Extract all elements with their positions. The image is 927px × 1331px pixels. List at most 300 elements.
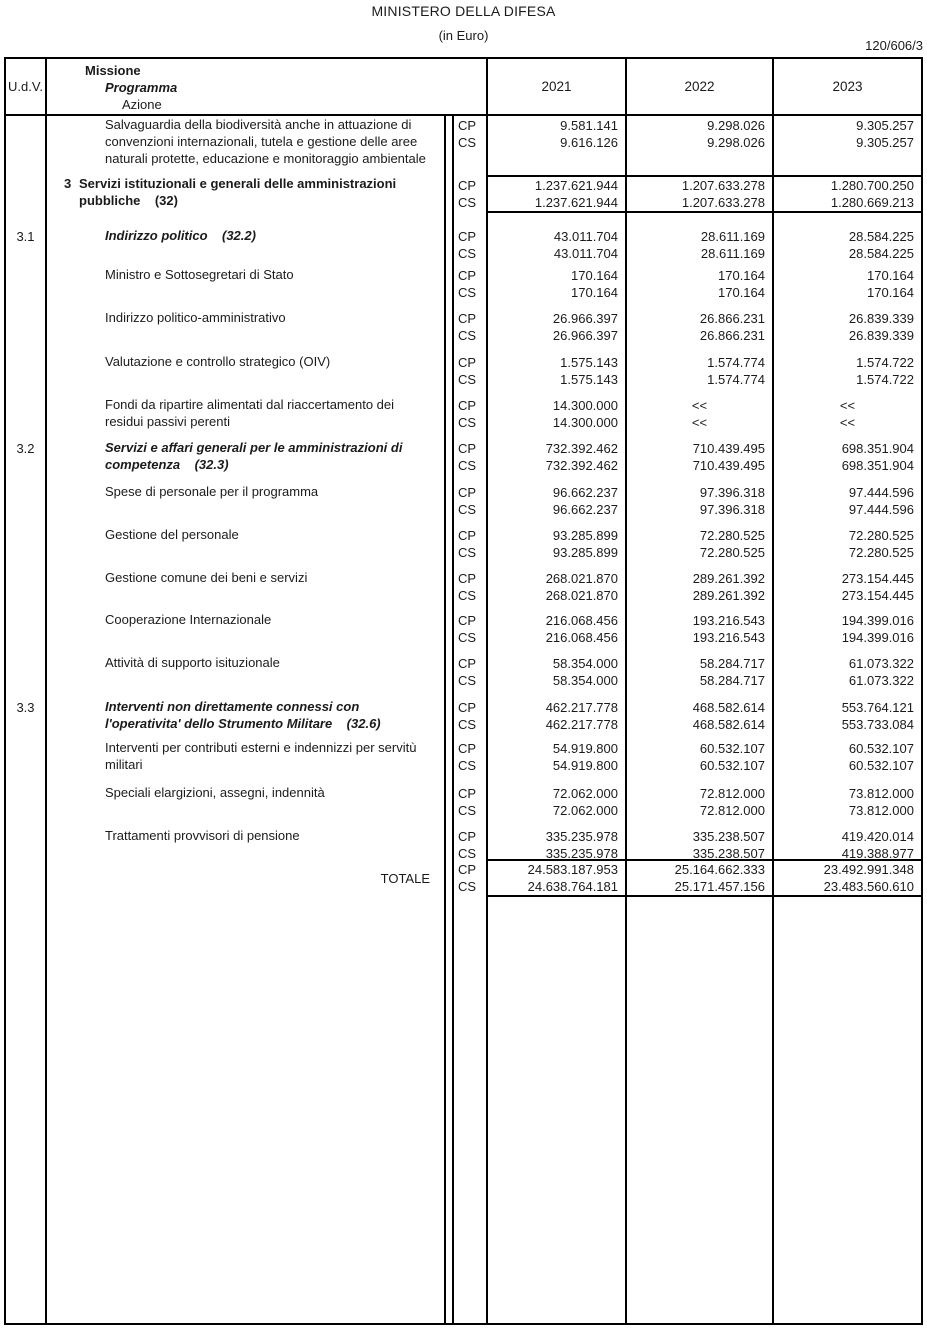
udv-cell [6,698,47,739]
cp-value: 468.582.614 [692,700,765,715]
cs-value: 419.388.977 [841,846,914,861]
cp-cs-cell [452,116,488,175]
value-cell-2021 [488,784,627,827]
table-row [6,827,921,859]
cp-value: 553.764.121 [841,700,914,715]
cp-value: 698.351.904 [841,441,914,456]
cp-label: CP [458,656,477,671]
cp-cs-cell [452,396,488,439]
value-cell-2022 [627,526,774,569]
cp-value: 97.444.596 [848,485,914,500]
cp-value: 194.399.016 [841,613,914,628]
table-row [6,739,921,784]
label-line: convenzioni internazionali, tutela e gestione delle aree [105,134,418,149]
header-missione-label: Missione [85,63,141,78]
cp-cs-cell [452,266,488,309]
cp-label: CP [458,355,477,370]
value-cell-2022 [627,698,774,739]
cp-value: 1.207.633.278 [681,178,765,193]
header-azione-label: Azione [122,97,162,112]
cp-value: 24.583.187.953 [527,862,618,877]
value-cell-2022 [627,739,774,784]
value-cell-2021 [488,569,627,611]
cs-value: 273.154.445 [841,588,914,603]
value-cell-2023 [774,654,921,698]
cp-label: CP [458,229,477,244]
label-line: Trattamenti provvisori di pensione [105,828,300,843]
cp-value: 43.011.704 [553,229,618,244]
cp-value: 732.392.462 [545,441,618,456]
cp-value: 58.354.000 [552,656,618,671]
value-cell-2023 [774,569,921,611]
cs-value: 23.483.560.610 [823,879,914,894]
cp-label: CP [458,786,477,801]
cs-label: CS [458,545,477,560]
header-udv: U.d.V. [6,59,47,114]
udv-number: 3.2 [16,441,35,456]
cs-label: CS [458,717,477,732]
description-cell [47,353,446,396]
value-cell-2021 [488,827,627,859]
cs-label: CS [458,758,477,773]
cs-value: 26.839.339 [848,328,914,343]
page-title: MINISTERO DELLA DIFESA [371,3,556,19]
cp-cs-cell [452,175,488,213]
cs-label: CS [458,285,477,300]
cp-value: 170.164 [571,268,618,283]
description-cell [47,175,446,213]
cs-value: 193.216.543 [692,630,765,645]
label-line: Interventi per contributi esterni e indennizzi per servitù [105,740,417,755]
cs-value: 268.021.870 [545,588,618,603]
cp-value: 193.216.543 [692,613,765,628]
value-cell-2023 [774,309,921,353]
value-cell-2022 [627,859,774,897]
cp-value: 268.021.870 [545,571,618,586]
label-line: naturali protette, educazione e monitoraggio ambientale [105,151,426,166]
cs-value: << [839,415,856,430]
cs-value: 25.171.457.156 [674,879,765,894]
udv-number: 3.3 [16,700,35,715]
cp-value: 273.154.445 [841,571,914,586]
label-line: Attività di supporto isituzionale [105,655,280,670]
value-cell-2023 [774,396,921,439]
cs-value: << [691,415,708,430]
cs-value: 1.574.774 [707,372,765,387]
table-row [6,175,921,213]
value-cell-2023 [774,175,921,213]
cp-label: CP [458,485,477,500]
value-cell-2023 [774,611,921,654]
cp-value: 14.300.000 [552,398,618,413]
value-cell-2021 [488,353,627,396]
table-row [6,396,921,439]
cs-value: 60.532.107 [699,758,765,773]
cs-value: 54.919.800 [552,758,618,773]
cp-value: 170.164 [718,268,765,283]
table-row [6,569,921,611]
label-line: Servizi istituzionali e generali delle amministrazioni [79,176,397,191]
totale-label: TOTALE [380,870,430,886]
cp-label: CP [458,311,477,326]
cs-value: 61.073.322 [848,673,914,688]
label-line: competenza (32.3) [105,457,229,472]
description-cell [47,784,446,827]
udv-cell [6,569,47,611]
label-line: pubbliche (32) [79,193,178,208]
table-row [6,698,921,739]
table-row [6,611,921,654]
cp-label: CP [458,528,477,543]
cs-label: CS [458,673,477,688]
cp-value: 97.396.318 [699,485,765,500]
value-cell-2023 [774,116,921,175]
cp-value: 26.966.397 [552,311,618,326]
udv-cell [6,859,47,897]
value-cell-2021 [488,526,627,569]
cs-label: CS [458,246,477,261]
cp-cs-cell [452,213,488,266]
value-cell-2022 [627,396,774,439]
cp-value: 335.238.507 [692,829,765,844]
cp-cs-cell [452,353,488,396]
cp-cs-cell [452,526,488,569]
cs-label: CS [458,502,477,517]
cp-label: CP [458,398,477,413]
value-cell-2022 [627,175,774,213]
cs-value: 289.261.392 [692,588,765,603]
cs-label: CS [458,630,477,645]
cp-value: << [691,398,708,413]
table-row [6,859,921,897]
cp-cs-cell [452,784,488,827]
value-cell-2022 [627,439,774,483]
label-line: Servizi e affari generali per le amministrazioni di [105,440,403,455]
cs-value: 1.575.143 [560,372,618,387]
doc-ref-number: 120/606/3 [865,38,923,53]
cs-value: 58.284.717 [699,673,765,688]
value-cell-2021 [488,859,627,897]
table-filler-row [6,897,921,1323]
cs-value: 216.068.456 [545,630,618,645]
cs-value: 9.298.026 [707,135,765,150]
label-line: Gestione comune dei beni e servizi [105,570,308,585]
value-cell-2023 [774,698,921,739]
cp-label: CP [458,613,477,628]
value-cell-2021 [488,611,627,654]
description-cell [47,859,446,897]
cs-value: 26.966.397 [552,328,618,343]
value-cell-2022 [627,353,774,396]
value-cell-2021 [488,266,627,309]
cs-value: 468.582.614 [692,717,765,732]
cs-value: 24.638.764.181 [527,879,618,894]
cs-value: 97.444.596 [848,502,914,517]
missione-number: 3 [64,176,72,191]
cs-value: 194.399.016 [841,630,914,645]
label-line: Gestione del personale [105,527,239,542]
label-line: militari [105,757,143,772]
label-line: Indirizzo politico-amministrativo [105,310,286,325]
value-cell-2022 [627,827,774,859]
value-cell-2023 [774,526,921,569]
cp-cs-cell [452,654,488,698]
cs-value: 58.354.000 [552,673,618,688]
cp-value: 9.305.257 [856,118,914,133]
cp-value: 28.611.169 [700,229,765,244]
label-line: Spese di personale per il programma [105,484,319,499]
value-cell-2023 [774,784,921,827]
description-cell [47,739,446,784]
value-cell-2021 [488,396,627,439]
value-cell-2023 [774,483,921,526]
cs-value: 170.164 [718,285,765,300]
value-cell-2021 [488,213,627,266]
cp-value: 25.164.662.333 [674,862,765,877]
table-row [6,266,921,309]
value-cell-2022 [627,897,774,1323]
description-cell [47,698,446,739]
cp-label: CP [458,441,477,456]
value-cell-2022 [627,116,774,175]
cs-value: 170.164 [571,285,618,300]
table-row [6,353,921,396]
cs-value: 72.062.000 [552,803,618,818]
cs-value: 72.280.525 [848,545,914,560]
cs-value: 1.574.722 [856,372,914,387]
value-cell-2021 [488,309,627,353]
value-cell-2021 [488,739,627,784]
table-row [6,116,921,175]
description-cell [47,654,446,698]
cs-value: 698.351.904 [841,458,914,473]
cp-value: 335.235.978 [545,829,618,844]
missione-label [79,175,396,213]
value-cell-2021 [488,654,627,698]
value-cell-2022 [627,266,774,309]
table-body [6,116,921,1323]
cp-value: << [839,398,856,413]
cp-value: 54.919.800 [552,741,618,756]
value-cell-2023 [774,266,921,309]
cp-cs-cell [452,483,488,526]
value-cell-2023 [774,859,921,897]
cp-label: CP [458,118,477,133]
cp-value: 1.280.700.250 [830,178,914,193]
table-row [6,654,921,698]
cs-label: CS [458,458,477,473]
value-cell-2021 [488,483,627,526]
cp-value: 1.575.143 [560,355,618,370]
cp-value: 72.062.000 [552,786,618,801]
description-cell [47,213,446,266]
cp-label: CP [458,741,477,756]
cp-value: 419.420.014 [841,829,914,844]
cp-value: 1.237.621.944 [534,178,618,193]
description-cell [47,526,446,569]
label-line: Interventi non direttamente connessi con [105,699,360,714]
cs-value: 710.439.495 [692,458,765,473]
cs-value: 335.235.978 [545,846,618,861]
cs-label: CS [458,328,477,343]
cp-label: CP [458,178,477,193]
cp-value: 9.581.141 [560,118,618,133]
cs-value: 462.217.778 [545,717,618,732]
description-cell [47,309,446,353]
value-cell-2022 [627,569,774,611]
cs-value: 28.584.225 [848,246,914,261]
value-cell-2021 [488,698,627,739]
value-cell-2023 [774,897,921,1323]
cp-value: 1.574.774 [707,355,765,370]
cp-cs-cell [452,698,488,739]
value-cell-2023 [774,739,921,784]
cs-label: CS [458,372,477,387]
cp-label: CP [458,862,477,877]
cp-value: 72.812.000 [699,786,765,801]
cs-label: CS [458,879,477,894]
udv-cell [6,116,47,175]
cp-value: 26.839.339 [848,311,914,326]
cp-value: 28.584.225 [848,229,914,244]
value-cell-2022 [627,654,774,698]
udv-cell [6,526,47,569]
cs-value: 335.238.507 [692,846,765,861]
cs-value: 26.866.231 [699,328,765,343]
table-row [6,526,921,569]
cs-value: 553.733.084 [841,717,914,732]
udv-cell [6,213,47,266]
cp-value: 58.284.717 [699,656,765,671]
cp-value: 61.073.322 [848,656,914,671]
cp-value: 216.068.456 [545,613,618,628]
cp-label: CP [458,829,477,844]
label-line: Valutazione e controllo strategico (OIV) [105,354,331,369]
description-cell [47,611,446,654]
cs-value: 1.207.633.278 [681,195,765,210]
value-cell-2022 [627,611,774,654]
cs-value: 72.812.000 [699,803,765,818]
cp-value: 170.164 [867,268,914,283]
cp-value: 72.280.525 [848,528,914,543]
cs-value: 1.237.621.944 [534,195,618,210]
description-cell [47,483,446,526]
header-year-2022: 2022 [627,59,774,114]
cp-value: 73.812.000 [848,786,914,801]
cs-value: 170.164 [867,285,914,300]
cp-cs-cell [452,439,488,483]
cp-cs-cell [452,827,488,859]
cp-value: 23.492.991.348 [823,862,914,877]
cs-value: 93.285.899 [552,545,618,560]
cs-value: 9.616.126 [560,135,618,150]
cp-value: 60.532.107 [848,741,914,756]
description-cell [47,396,446,439]
cs-value: 14.300.000 [552,415,618,430]
description-cell [47,266,446,309]
label-line: Cooperazione Internazionale [105,612,272,627]
cp-label: CP [458,268,477,283]
cs-value: 60.532.107 [848,758,914,773]
udv-cell [6,897,47,1323]
cp-value: 93.285.899 [552,528,618,543]
value-cell-2022 [627,784,774,827]
cp-value: 96.662.237 [552,485,618,500]
cs-value: 96.662.237 [552,502,618,517]
udv-number: 3.1 [16,229,35,244]
cs-label: CS [458,803,477,818]
cp-cs-cell [452,309,488,353]
cs-label: CS [458,135,477,150]
cs-value: 72.280.525 [699,545,765,560]
udv-cell [6,175,47,213]
cs-label: CS [458,846,477,861]
label-line: Salvaguardia della biodiversità anche in attuazione di [105,117,412,132]
cs-label: CS [458,195,477,210]
cs-value: 43.011.704 [553,246,618,261]
description-cell [47,569,446,611]
cs-value: 9.305.257 [856,135,914,150]
udv-cell [6,266,47,309]
cs-value: 28.611.169 [700,246,765,261]
label-line: Ministro e Sottosegretari di Stato [105,267,294,282]
value-cell-2021 [488,175,627,213]
budget-table [4,57,923,1325]
cp-value: 462.217.778 [545,700,618,715]
cp-value: 289.261.392 [692,571,765,586]
label-line: residui passivi perenti [105,414,231,429]
value-cell-2021 [488,116,627,175]
udv-cell [6,739,47,784]
description-cell [47,827,446,859]
value-cell-2022 [627,483,774,526]
udv-cell [6,784,47,827]
cs-label: CS [458,415,477,430]
value-cell-2023 [774,213,921,266]
label-line: l'operativita' dello Strumento Militare (32.6) [105,716,381,731]
value-cell-2022 [627,213,774,266]
header-programma-label: Programma [105,80,178,95]
value-cell-2023 [774,439,921,483]
value-cell-2021 [488,439,627,483]
cp-value: 1.574.722 [856,355,914,370]
description-cell [47,116,446,175]
udv-cell [6,309,47,353]
cs-value: 732.392.462 [545,458,618,473]
cp-value: 26.866.231 [699,311,765,326]
table-row [6,439,921,483]
cs-label: CS [458,588,477,603]
header-year-2021: 2021 [488,59,627,114]
cp-cs-cell [452,897,488,1323]
table-row [6,309,921,353]
udv-cell [6,483,47,526]
currency-note: (in Euro) [438,28,489,43]
udv-cell [6,611,47,654]
label-line: Speciali elargizioni, assegni, indennità [105,785,325,800]
cp-cs-cell [452,739,488,784]
udv-cell [6,654,47,698]
value-cell-2023 [774,827,921,859]
cs-value: 73.812.000 [848,803,914,818]
label-line: Fondi da ripartire alimentati dal riaccertamento dei [105,397,395,412]
value-cell-2023 [774,353,921,396]
table-row [6,213,921,266]
cp-value: 9.298.026 [707,118,765,133]
cs-value: 97.396.318 [699,502,765,517]
cs-value: 1.280.669.213 [830,195,914,210]
cp-label: CP [458,571,477,586]
